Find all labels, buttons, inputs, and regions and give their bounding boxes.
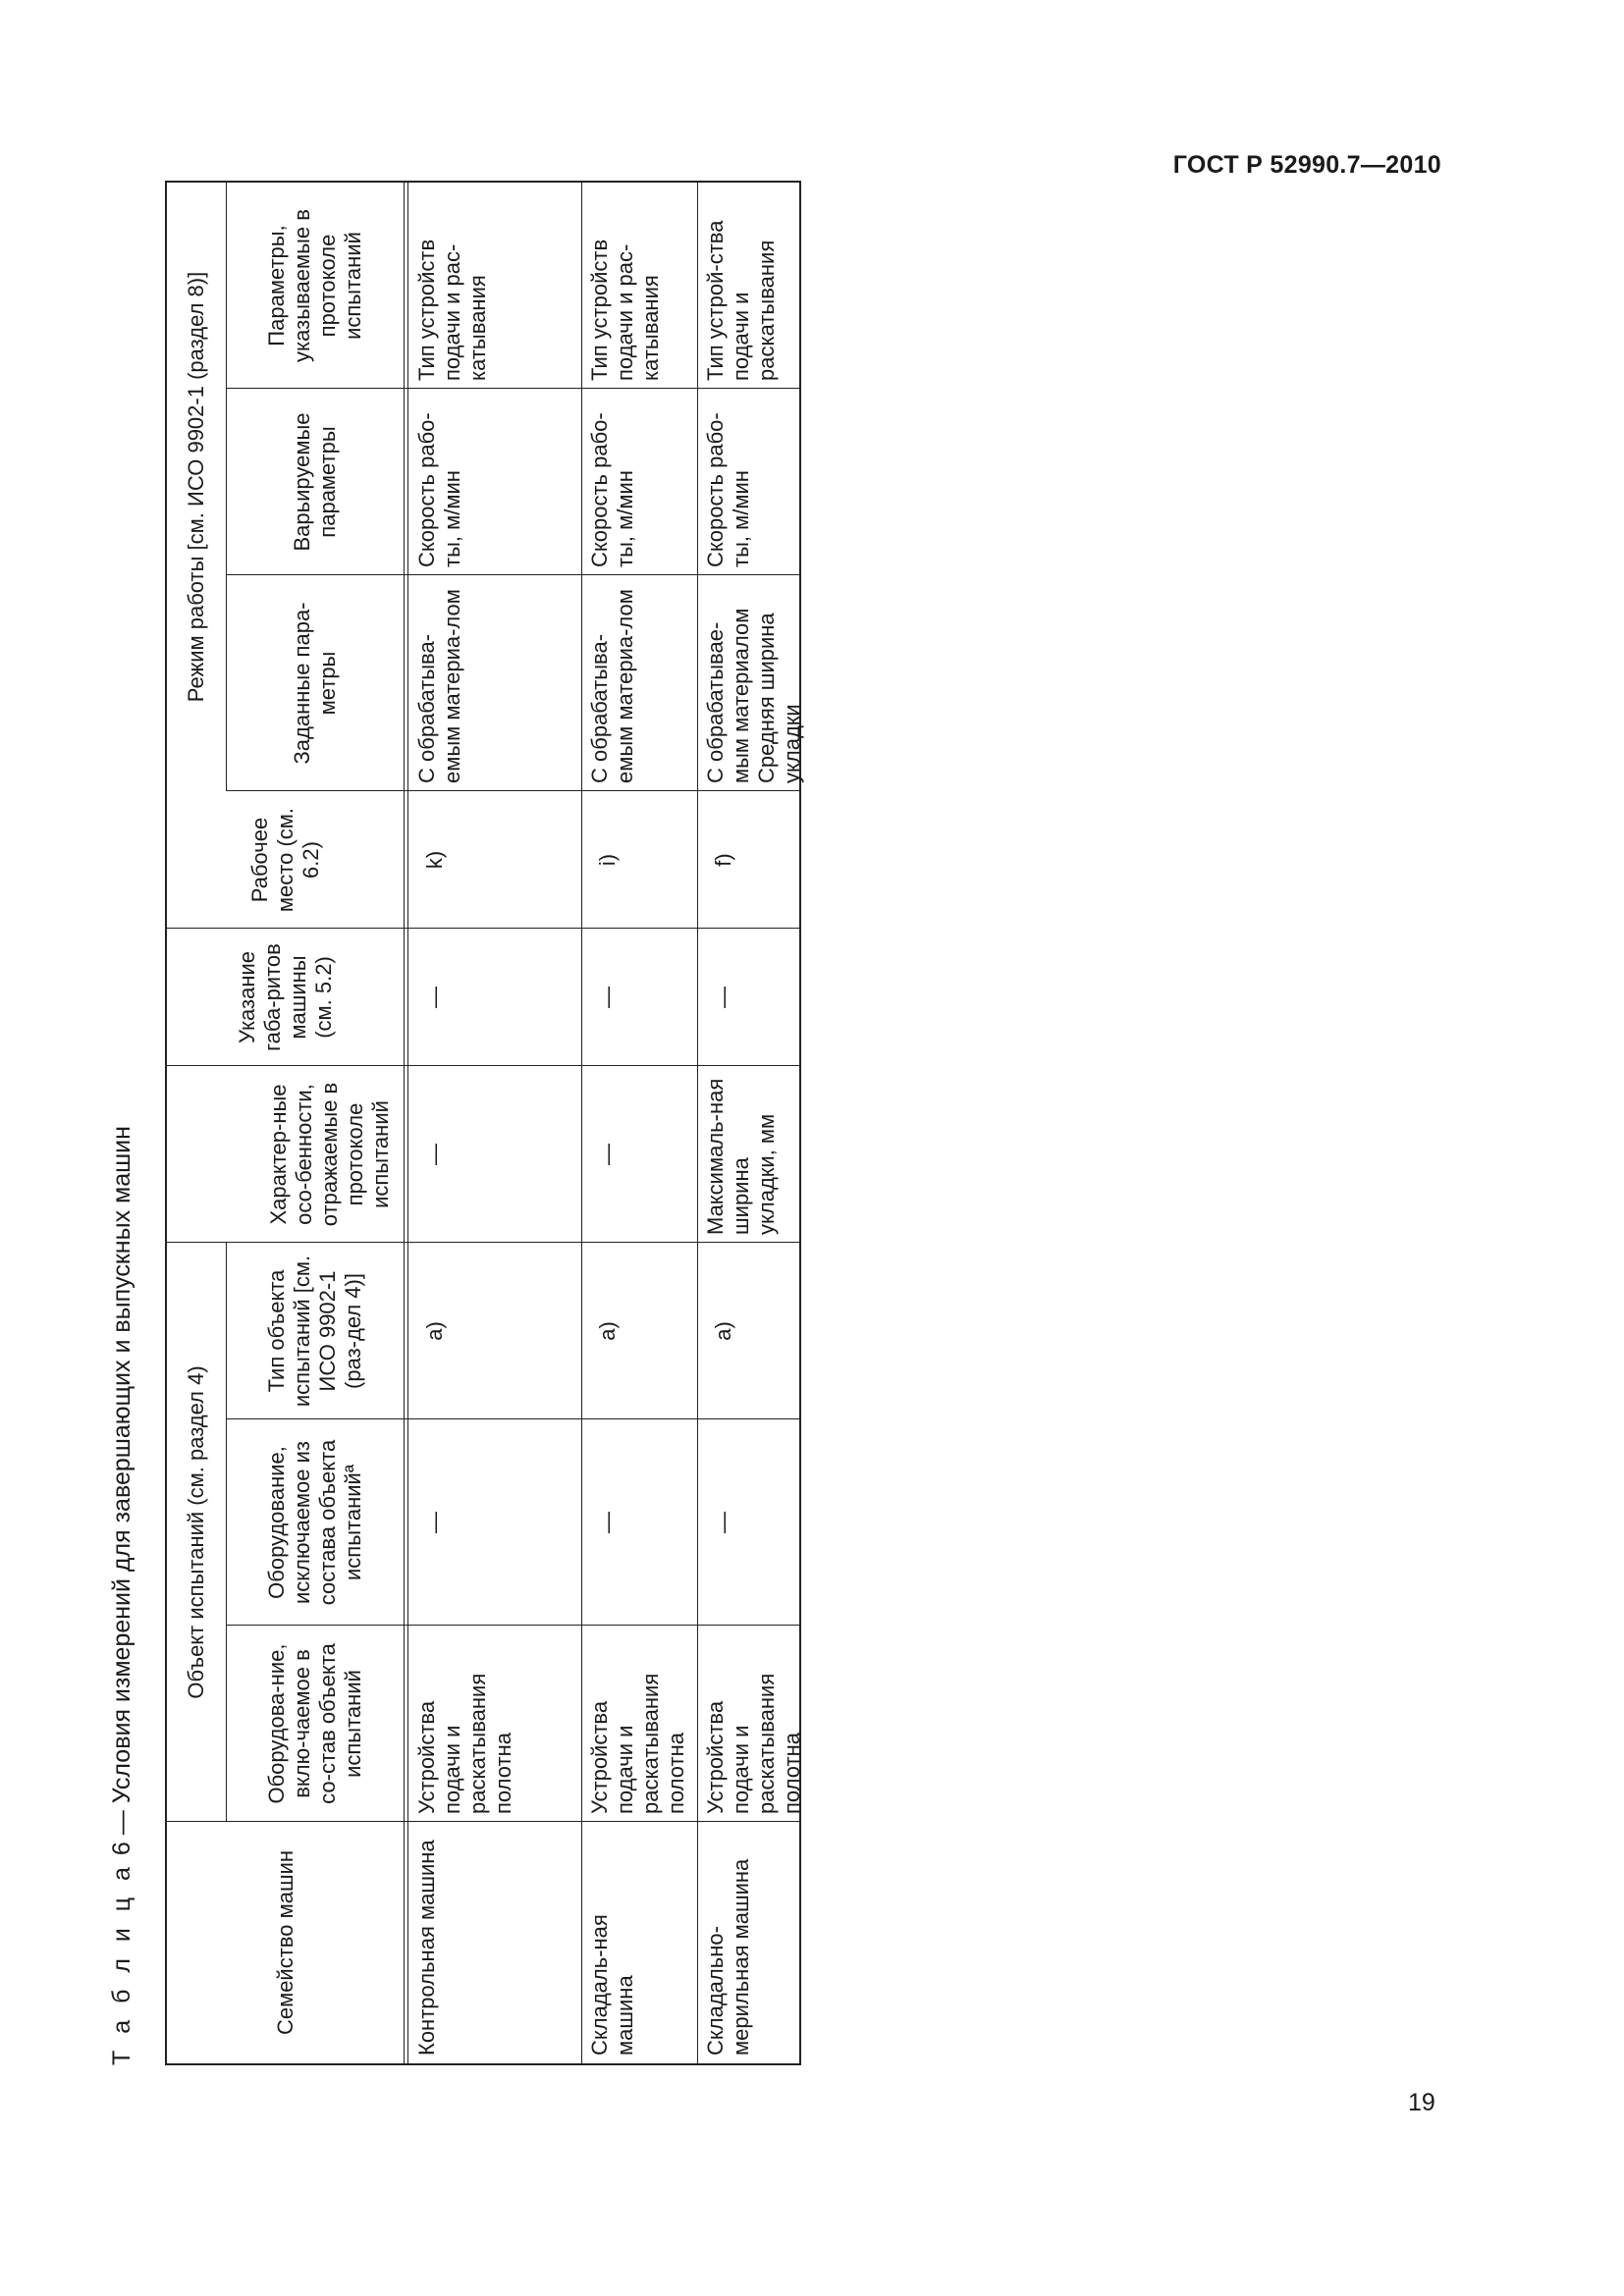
rotated-table-block — [102, 132, 1084, 2095]
table-cell-object-type: a) — [422, 1321, 447, 1341]
table-cell-dimensions: — — [711, 987, 735, 1008]
table-cell-varied-params: Скорость рабо-ты, м/мин — [587, 412, 637, 567]
table-cell-features: Максималь-ная ширина укладки, мм — [703, 1078, 779, 1235]
table-cell-workplace: k) — [422, 850, 447, 870]
table-cell-family: Контрольная машина — [414, 1840, 439, 2056]
header-work-mode-group: Режим работы [см. ИСО 9902-1 (раздел 8)] — [184, 271, 208, 703]
table-cell-protocol-params: Тип устрой-ства подачи и раскатывания — [703, 220, 779, 381]
table-caption — [108, 1126, 136, 2065]
header-set-params: Заданные пара-метры — [289, 602, 340, 765]
table-cell-family: Складаль-ная машина — [587, 1914, 637, 2056]
table-cell-dimensions: — — [422, 987, 447, 1008]
table-cell-varied-params: Скорость рабо-ты, м/мин — [414, 412, 464, 567]
table-cell-workplace: f) — [711, 853, 735, 867]
table-cell-features: — — [422, 1144, 447, 1165]
table-cell-included: Устройства подачи и раскатывания полотна — [587, 1673, 688, 1814]
table-cell-protocol-params: Тип устройств подачи и рас-катывания — [587, 239, 663, 381]
table-cell-set-params: С обрабатыва-емым материа-лом — [414, 589, 464, 783]
table-cell-excluded: — — [422, 1512, 447, 1533]
table-cell-excluded: — — [711, 1512, 735, 1533]
header-family: Семейство машин — [272, 1849, 298, 2036]
conditions-table — [165, 181, 804, 2065]
header-excluded: Оборудование, исключаемое из состава объекта испытанийª — [263, 1439, 365, 1606]
caption-number: 6 — [108, 1842, 135, 1856]
table-cell-workplace: i) — [595, 853, 620, 867]
table-cell-varied-params: Скорость рабо-ты, м/мин — [703, 412, 753, 567]
table-cell-dimensions: — — [595, 987, 620, 1008]
table-cell-excluded: — — [595, 1512, 620, 1533]
header-varied-params: Варьируемые параметры — [289, 412, 340, 552]
header-features: Характер-ные осо-бенности, отражаемые в протоколе испытаний — [266, 1082, 393, 1227]
caption-prefix: Т а б л и ц а — [108, 1862, 135, 2065]
document-code: ГОСТ Р 52990.7—2010 — [1172, 151, 1441, 179]
table-cell-included: Устройства подачи и раскатывания полотна — [414, 1673, 515, 1814]
caption-title: — Условия измерений для завершающих и выпускных машин — [108, 1126, 135, 1836]
header-workplace: Рабочее место (см. 6.2) — [246, 807, 323, 913]
header-object-type: Тип объекта испытаний [см. ИСО 9902-1 (раз-дел 4)] — [263, 1255, 365, 1408]
table-cell-features: — — [595, 1144, 620, 1165]
table-cell-set-params: С обрабатыва-емым материа-лом — [587, 589, 637, 783]
header-test-object-group: Объект испытаний (см. раздел 4) — [184, 1365, 208, 1699]
page-number: 19 — [1408, 2089, 1435, 2116]
table-cell-family: Складально-мерильная машина — [703, 1858, 753, 2056]
table-cell-protocol-params: Тип устройств подачи и рас-катывания — [414, 239, 490, 381]
table-cell-object-type: a) — [711, 1321, 735, 1341]
header-included: Оборудова-ние, вклю-чаемое в со-став объекта испытаний — [263, 1643, 365, 1804]
header-protocol-params: Параметры, указываемые в протоколе испытаний — [263, 209, 365, 362]
table-cell-included: Устройства подачи и раскатывания полотна — [703, 1673, 804, 1814]
header-dimensions: Указание габа-ритов машины (см. 5.2) — [234, 943, 336, 1051]
table-cell-object-type: a) — [595, 1321, 620, 1341]
table-cell-set-params: С обрабатывае-мым материалом Средняя ширина укладки — [703, 608, 804, 783]
